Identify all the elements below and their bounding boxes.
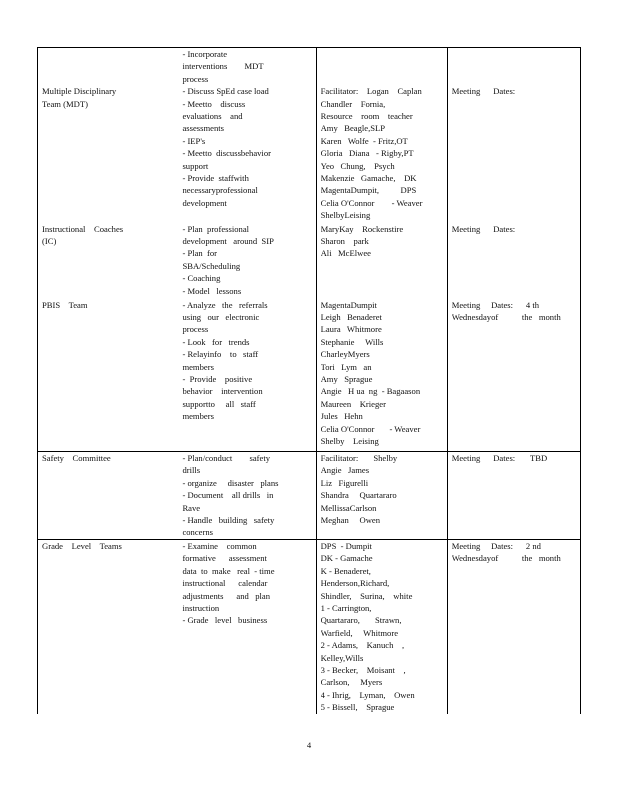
- cell-line: Celia O'Connor - Weaver: [320, 197, 423, 208]
- team-duties-cell: [178, 452, 316, 540]
- cell-line: MellissaCarlson: [320, 502, 377, 513]
- cell-line: - organize disaster plans: [182, 477, 279, 488]
- team-name-cell: [38, 540, 179, 714]
- cell-line: - Discuss SpEd case load: [182, 86, 269, 97]
- cell-line: behavior intervention: [182, 386, 263, 397]
- team-duties-cell: [178, 223, 316, 299]
- cell-line: 1 - Carrington,: [320, 603, 372, 614]
- cell-line: CharleyMyers: [320, 349, 370, 360]
- cell-line: Quartararo, Strawn,: [320, 615, 402, 626]
- cell-line: process: [182, 73, 209, 84]
- cell-line: - Analyze the referrals: [182, 299, 268, 310]
- cell-line: Meeting Dates: 4 th: [451, 299, 540, 310]
- cell-line: instructional calendar: [182, 578, 268, 589]
- cell-line: Team (MDT): [42, 98, 88, 109]
- cell-line: necessaryprofessional: [182, 185, 258, 196]
- team-duties-cell: [178, 540, 316, 714]
- cell-line: members: [182, 411, 214, 422]
- cell-line: Kelley,Wills: [320, 652, 364, 663]
- cell-line: Instructional Coaches: [42, 223, 124, 234]
- cell-line: - IEP's: [182, 135, 206, 146]
- cell-line: - Plan/conduct safety: [182, 453, 271, 463]
- cell-line: Makenzie Gamache, DK: [320, 173, 417, 184]
- cell-line: Meeting Dates: TBD: [451, 453, 548, 463]
- cell-line: Henderson,Richard,: [320, 578, 390, 589]
- cell-line: Gloria Diana - Rigby,PT: [320, 148, 414, 159]
- team-members-cell: [316, 48, 447, 223]
- cell-line: Safety Committee: [42, 453, 111, 463]
- team-members-cell: [316, 540, 447, 714]
- cell-line: evaluations and: [182, 111, 243, 122]
- cell-line: Karen Wolfe - Fritz,OT: [320, 135, 408, 146]
- cell-line: adjustments and plan: [182, 590, 271, 601]
- cell-line: Yeo Chung, Psych: [320, 160, 395, 171]
- cell-line: instruction: [182, 603, 220, 614]
- cell-line: Rave: [182, 502, 201, 513]
- cell-line: Liz Figurelli: [320, 477, 369, 488]
- cell-line: 3 - Becker, Moisant ,: [320, 665, 406, 676]
- cell-line: formative assessment: [182, 553, 267, 564]
- cell-line: - Coaching: [182, 273, 221, 284]
- team-row: [38, 452, 581, 540]
- cell-line: Maureen Krieger: [320, 398, 386, 409]
- cell-line: (IC): [42, 235, 57, 246]
- cell-line: - Look for trends: [182, 336, 250, 347]
- cell-line: DPS - Dumpit: [320, 541, 372, 551]
- meeting-dates-cell: [447, 48, 580, 223]
- cell-line: - Relayinfo to staff: [182, 349, 259, 360]
- cell-line: Meeting Dates: 2 nd: [451, 541, 541, 551]
- cell-line: Facilitator: Shelby: [320, 453, 398, 463]
- cell-line: - Incorporate: [182, 49, 228, 59]
- cell-line: development: [182, 197, 227, 208]
- cell-line: Shandra Quartararo: [320, 490, 397, 501]
- cell-line: MagentaDumpit, DPS: [320, 185, 417, 196]
- team-name-cell: [38, 223, 179, 299]
- cell-line: 5 - Bissell, Sprague: [320, 702, 395, 713]
- meeting-dates-cell: [447, 223, 580, 299]
- cell-line: - Document all drills in: [182, 490, 274, 501]
- cell-line: MagentaDumpit: [320, 299, 377, 310]
- cell-line: Angie James: [320, 465, 370, 476]
- cell-line: 2 - Adams, Kanuch ,: [320, 640, 405, 651]
- cell-line: Meeting Dates:: [451, 86, 516, 97]
- team-row: [38, 299, 581, 452]
- cell-line: interventions MDT: [182, 61, 264, 72]
- cell-line: - Examine common: [182, 541, 257, 551]
- cell-line: using our electronic: [182, 311, 260, 322]
- meeting-dates-cell: [447, 452, 580, 540]
- cell-line: Amy Sprague: [320, 373, 373, 384]
- team-duties-cell: [178, 299, 316, 452]
- cell-line: Angie H ua ng - Bagaason: [320, 386, 421, 397]
- cell-line: Resource room teacher: [320, 110, 413, 121]
- cell-line: Jules Hehn: [320, 411, 363, 422]
- team-members-cell: [316, 452, 447, 540]
- cell-line: Wednesdayof the month: [451, 553, 561, 564]
- cell-line: Wednesdayof the month: [451, 311, 561, 322]
- cell-line: Meeting Dates:: [451, 223, 516, 234]
- cell-line: Sharon park: [320, 235, 369, 246]
- cell-line: drills: [182, 465, 201, 476]
- team-name-cell: [38, 299, 179, 452]
- cell-line: Tori Lym an: [320, 361, 372, 372]
- cell-line: - Plan for: [182, 248, 218, 259]
- cell-line: ShelbyLeising: [320, 210, 371, 221]
- team-row: [38, 48, 581, 223]
- meeting-dates-cell: [447, 540, 580, 714]
- cell-line: MaryKay Rockenstire: [320, 223, 404, 234]
- cell-line: 4 - Ihrig, Lyman, Owen: [320, 689, 415, 700]
- cell-line: - Handle building safety: [182, 515, 275, 526]
- cell-line: Carlson, Myers: [320, 677, 383, 688]
- cell-line: Warfield, Whitmore: [320, 627, 399, 638]
- team-name-cell: [38, 452, 179, 540]
- cell-line: SBA/Scheduling: [182, 260, 241, 271]
- cell-line: - Meetto discuss: [182, 98, 246, 109]
- cell-line: Celia O'Connor - Weaver: [320, 423, 421, 434]
- cell-line: Grade Level Teams: [42, 541, 122, 551]
- cell-line: process: [182, 324, 209, 335]
- team-members-cell: [316, 223, 447, 299]
- team-name-cell: [38, 48, 179, 223]
- team-row: [38, 540, 581, 714]
- team-row: [38, 223, 581, 299]
- cell-line: - Plan professional: [182, 223, 250, 234]
- meeting-dates-cell: [447, 299, 580, 452]
- cell-line: Laura Whitmore: [320, 324, 382, 335]
- team-members-cell: [316, 299, 447, 452]
- cell-line: - Grade level business: [182, 615, 268, 626]
- cell-line: assessments: [182, 123, 224, 134]
- cell-line: Meghan Owen: [320, 515, 381, 526]
- cell-line: Chandler Fornia,: [320, 98, 386, 109]
- cell-line: DK - Gamache: [320, 553, 373, 564]
- cell-line: development around SIP: [182, 235, 274, 246]
- cell-line: - Meetto discussbehavior: [182, 148, 271, 159]
- page-number: 4: [306, 740, 312, 750]
- cell-line: - Model lessons: [182, 285, 242, 296]
- cell-line: Multiple Disciplinary: [42, 86, 117, 97]
- cell-line: support: [182, 160, 209, 171]
- cell-line: - Provide positive: [182, 373, 253, 384]
- teams-table: [37, 47, 581, 714]
- cell-line: members: [182, 361, 214, 372]
- cell-line: Ali McElwee: [320, 248, 371, 259]
- cell-line: concerns: [182, 527, 213, 538]
- team-duties-cell: [178, 48, 316, 223]
- cell-line: Shelby Leising: [320, 435, 379, 446]
- cell-line: Shindler, Surina, white: [320, 590, 413, 601]
- cell-line: Leigh Benaderet: [320, 311, 382, 322]
- cell-line: supportto all staff: [182, 398, 256, 409]
- cell-line: data to make real - time: [182, 565, 275, 576]
- cell-line: Amy Beagle,SLP: [320, 123, 386, 134]
- cell-line: PBIS Team: [42, 299, 88, 310]
- cell-line: Stephanie Wills: [320, 336, 384, 347]
- cell-line: K - Benaderet,: [320, 565, 371, 576]
- cell-line: Facilitator: Logan Caplan: [320, 86, 422, 97]
- cell-line: - Provide staffwith: [182, 173, 249, 184]
